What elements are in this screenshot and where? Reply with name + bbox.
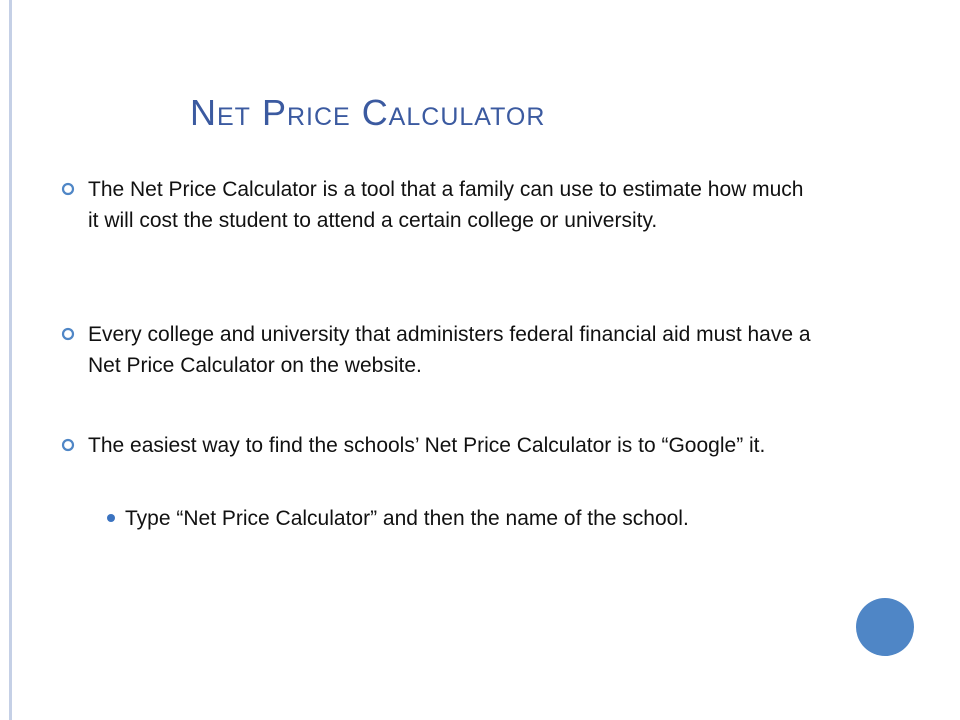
bullet-text: The Net Price Calculator is a tool that a family can use to estimate how much it will cost the student to attend a certain college or university. bbox=[88, 178, 804, 232]
bullet-item bbox=[88, 430, 818, 461]
bullet-text: The easiest way to find the schools’ Net Price Calculator is to “Google” it. bbox=[88, 434, 766, 457]
hollow-circle-bullet-icon bbox=[61, 438, 75, 452]
filled-dot-bullet-icon bbox=[107, 514, 115, 522]
bullet-item bbox=[88, 319, 818, 381]
slide-title: Net Price Calculator bbox=[190, 92, 546, 133]
bullet-item bbox=[88, 174, 818, 236]
sub-bullet-text: Type “Net Price Calculator” and then the name of the school. bbox=[125, 507, 689, 530]
hollow-circle-bullet-icon bbox=[61, 327, 75, 341]
bullet-text: Every college and university that administers federal financial aid must have a Net Price Calculator on the website. bbox=[88, 323, 811, 377]
hollow-circle-bullet-icon bbox=[61, 182, 75, 196]
sub-bullet-item bbox=[125, 503, 785, 534]
